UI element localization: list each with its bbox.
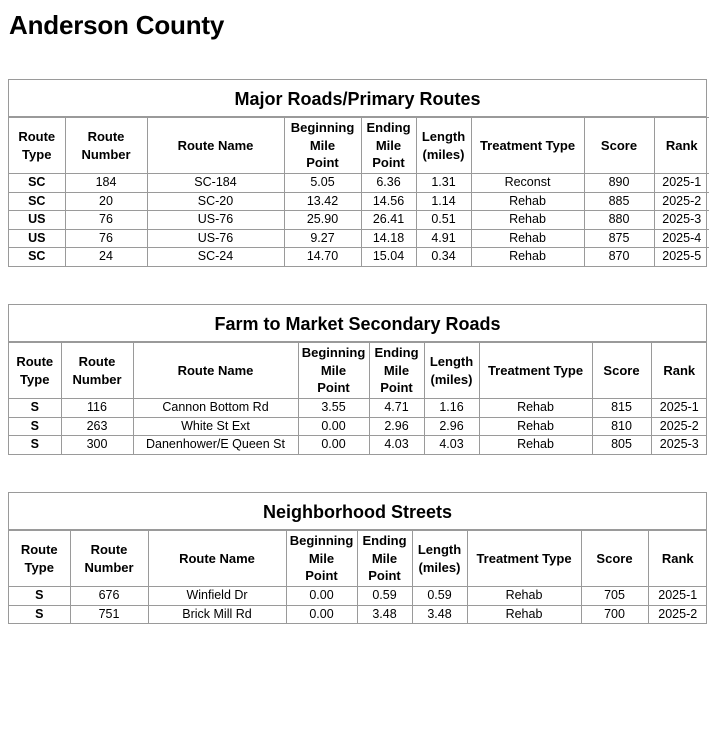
table-cell: 4.03 <box>369 436 424 454</box>
column-header: Rank <box>654 118 709 174</box>
table-cell: SC-20 <box>147 192 284 211</box>
table-cell: 0.00 <box>298 417 369 436</box>
table-cell: 2025-2 <box>654 192 709 211</box>
table-row <box>9 399 707 418</box>
column-header: Treatment Type <box>479 343 592 399</box>
column-header: Ending Mile Point <box>357 531 412 587</box>
table-cell: 815 <box>592 399 651 418</box>
column-header: Route Name <box>133 343 298 399</box>
column-header: Rank <box>648 531 707 587</box>
table-cell: 14.56 <box>361 192 416 211</box>
column-header: Treatment Type <box>467 531 581 587</box>
table-row <box>9 605 707 623</box>
header-row <box>9 118 709 174</box>
table-cell: 2025-1 <box>648 587 707 606</box>
column-header: Ending Mile Point <box>361 118 416 174</box>
table-cell: 880 <box>584 211 654 230</box>
table-cell: 3.48 <box>357 605 412 623</box>
table-cell: 890 <box>584 174 654 193</box>
table-cell: US-76 <box>147 211 284 230</box>
route-table <box>9 342 707 454</box>
table-cell: S <box>9 587 70 606</box>
table-cell: US <box>9 211 65 230</box>
column-header: Length (miles) <box>424 343 479 399</box>
table-cell: 3.48 <box>412 605 467 623</box>
column-header: Route Type <box>9 343 61 399</box>
table-cell: Rehab <box>479 399 592 418</box>
table-cell: 2025-4 <box>654 229 709 248</box>
table-cell: 4.71 <box>369 399 424 418</box>
section-title: Farm to Market Secondary Roads <box>9 305 706 342</box>
table-cell: 2025-2 <box>648 605 707 623</box>
table-cell: 2.96 <box>369 417 424 436</box>
column-header: Treatment Type <box>471 118 584 174</box>
table-cell: 0.59 <box>357 587 412 606</box>
table-cell: 15.04 <box>361 248 416 266</box>
table-cell: 0.00 <box>286 587 357 606</box>
table-cell: 1.14 <box>416 192 471 211</box>
column-header: Beginning Mile Point <box>286 531 357 587</box>
column-header: Score <box>592 343 651 399</box>
column-header: Length (miles) <box>416 118 471 174</box>
table-cell: S <box>9 605 70 623</box>
table-cell: 0.34 <box>416 248 471 266</box>
column-header: Beginning Mile Point <box>298 343 369 399</box>
table-cell: Rehab <box>479 436 592 454</box>
table-cell: US <box>9 229 65 248</box>
table-cell: Rehab <box>471 229 584 248</box>
table-cell: 2025-3 <box>651 436 707 454</box>
route-table <box>9 530 707 623</box>
header-row <box>9 343 707 399</box>
route-table <box>9 117 709 266</box>
column-header: Route Type <box>9 531 70 587</box>
table-cell: SC-24 <box>147 248 284 266</box>
section-title: Neighborhood Streets <box>9 493 706 530</box>
table-cell: 705 <box>581 587 648 606</box>
table-cell: 2025-3 <box>654 211 709 230</box>
table-cell: S <box>9 417 61 436</box>
table-cell: 810 <box>592 417 651 436</box>
table-cell: 25.90 <box>284 211 361 230</box>
table-cell: 751 <box>70 605 148 623</box>
header-row <box>9 531 707 587</box>
table-cell: 2025-2 <box>651 417 707 436</box>
column-header: Route Name <box>147 118 284 174</box>
table-cell: Danenhower/E Queen St <box>133 436 298 454</box>
column-header: Route Name <box>148 531 286 587</box>
table-row <box>9 229 709 248</box>
table-cell: 2.96 <box>424 417 479 436</box>
page-title: Anderson County <box>9 10 225 40</box>
farm-to-market-section <box>8 304 707 455</box>
table-cell: 1.16 <box>424 399 479 418</box>
table-cell: SC <box>9 192 65 211</box>
table-row <box>9 248 709 266</box>
table-cell: 1.31 <box>416 174 471 193</box>
table-cell: US-76 <box>147 229 284 248</box>
table-cell: 0.51 <box>416 211 471 230</box>
table-cell: SC <box>9 248 65 266</box>
table-cell: Brick Mill Rd <box>148 605 286 623</box>
column-header: Length (miles) <box>412 531 467 587</box>
table-cell: 0.00 <box>286 605 357 623</box>
table-cell: S <box>9 436 61 454</box>
neighborhood-streets-section <box>8 492 707 624</box>
table-row <box>9 211 709 230</box>
table-row <box>9 417 707 436</box>
table-cell: White St Ext <box>133 417 298 436</box>
table-cell: 885 <box>584 192 654 211</box>
table-cell: 2025-1 <box>654 174 709 193</box>
column-header: Route Type <box>9 118 65 174</box>
table-cell: 5.05 <box>284 174 361 193</box>
table-cell: 870 <box>584 248 654 266</box>
section-title: Major Roads/Primary Routes <box>9 80 706 117</box>
table-cell: 26.41 <box>361 211 416 230</box>
table-cell: 6.36 <box>361 174 416 193</box>
table-cell: 76 <box>65 211 147 230</box>
table-cell: Rehab <box>471 211 584 230</box>
table-cell: 13.42 <box>284 192 361 211</box>
table-cell: 4.03 <box>424 436 479 454</box>
column-header: Score <box>581 531 648 587</box>
table-cell: Rehab <box>467 587 581 606</box>
column-header: Route Number <box>70 531 148 587</box>
table-cell: SC-184 <box>147 174 284 193</box>
table-cell: 2025-5 <box>654 248 709 266</box>
table-cell: 184 <box>65 174 147 193</box>
table-cell: Rehab <box>471 248 584 266</box>
table-cell: Reconst <box>471 174 584 193</box>
table-cell: Cannon Bottom Rd <box>133 399 298 418</box>
table-cell: 9.27 <box>284 229 361 248</box>
table-cell: 20 <box>65 192 147 211</box>
table-cell: Rehab <box>471 192 584 211</box>
table-cell: 116 <box>61 399 133 418</box>
table-row <box>9 192 709 211</box>
table-cell: 805 <box>592 436 651 454</box>
table-row <box>9 174 709 193</box>
column-header: Ending Mile Point <box>369 343 424 399</box>
table-cell: 0.00 <box>298 436 369 454</box>
table-cell: 3.55 <box>298 399 369 418</box>
column-header: Rank <box>651 343 707 399</box>
table-row <box>9 436 707 454</box>
table-cell: 2025-1 <box>651 399 707 418</box>
table-cell: 76 <box>65 229 147 248</box>
table-cell: 4.91 <box>416 229 471 248</box>
table-cell: 24 <box>65 248 147 266</box>
table-cell: Winfield Dr <box>148 587 286 606</box>
table-cell: 14.18 <box>361 229 416 248</box>
table-cell: Rehab <box>467 605 581 623</box>
table-cell: 875 <box>584 229 654 248</box>
table-cell: Rehab <box>479 417 592 436</box>
column-header: Score <box>584 118 654 174</box>
table-cell: S <box>9 399 61 418</box>
column-header: Route Number <box>61 343 133 399</box>
table-cell: SC <box>9 174 65 193</box>
table-cell: 263 <box>61 417 133 436</box>
table-row <box>9 587 707 606</box>
table-cell: 700 <box>581 605 648 623</box>
table-cell: 300 <box>61 436 133 454</box>
column-header: Route Number <box>65 118 147 174</box>
table-cell: 676 <box>70 587 148 606</box>
column-header: Beginning Mile Point <box>284 118 361 174</box>
table-cell: 0.59 <box>412 587 467 606</box>
major-roads-section <box>8 79 707 267</box>
table-cell: 14.70 <box>284 248 361 266</box>
